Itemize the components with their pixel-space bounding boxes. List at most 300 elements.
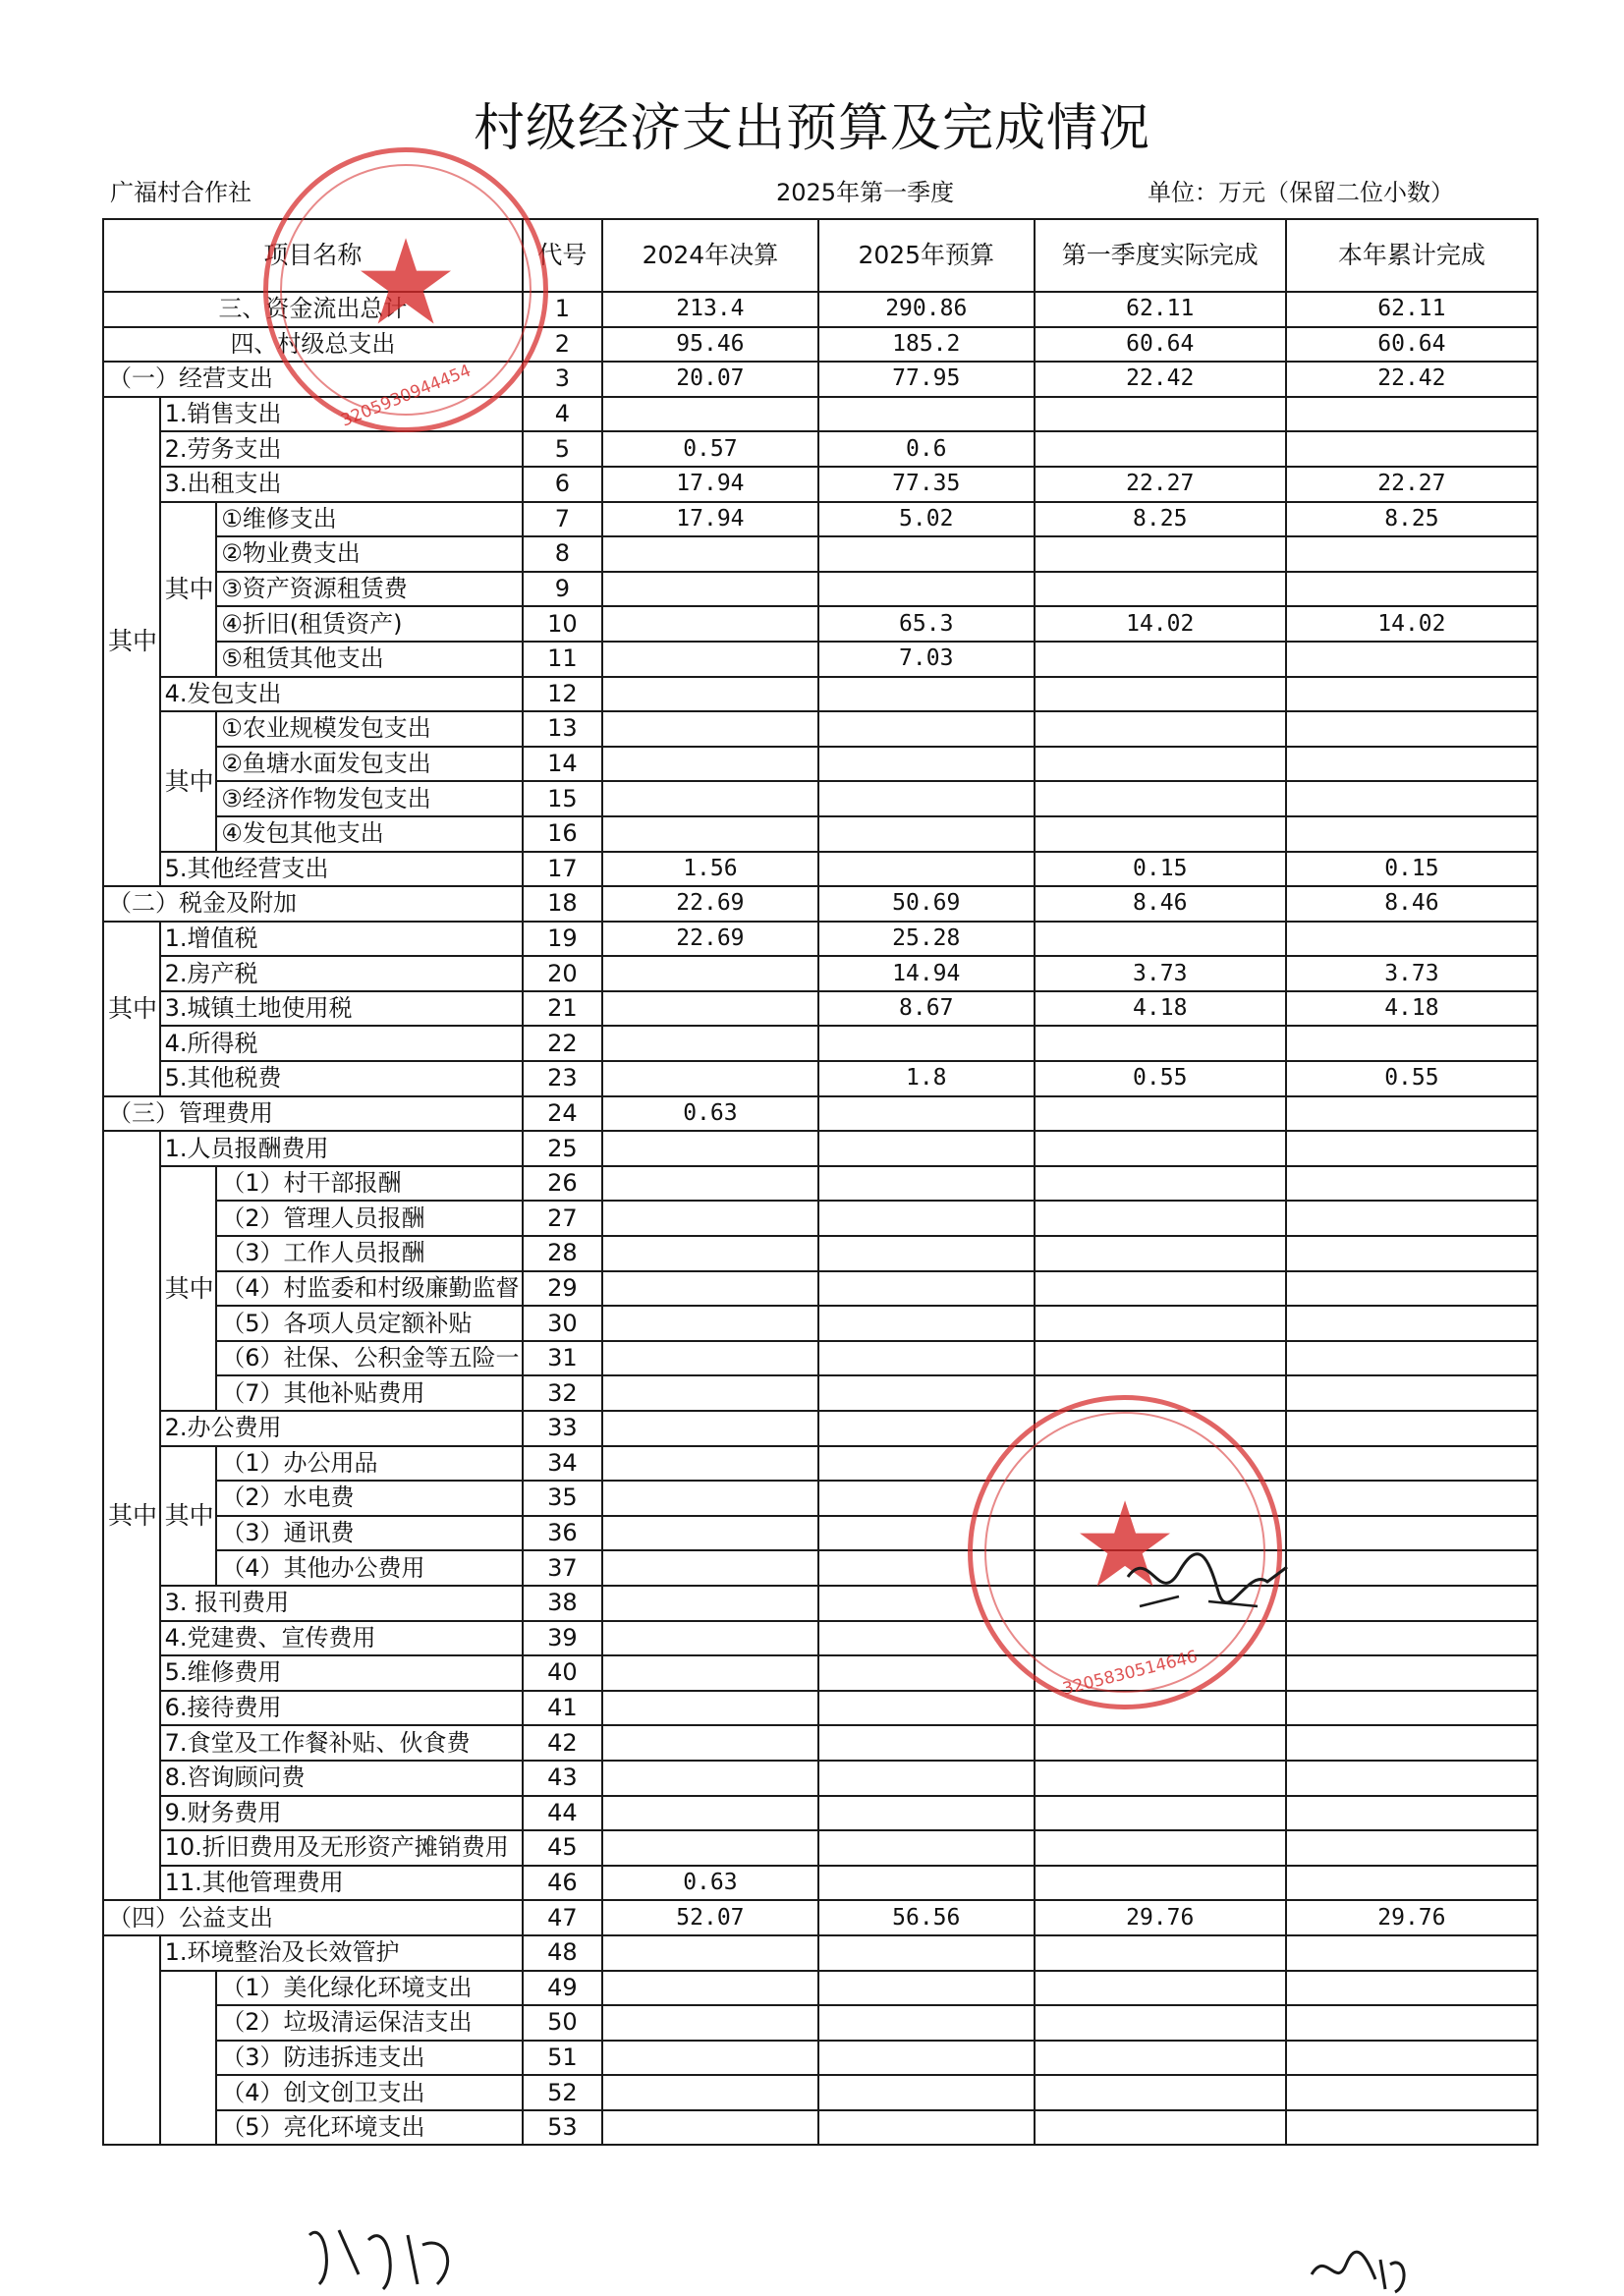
- row-label: ②鱼塘水面发包支出: [216, 747, 523, 782]
- value-ytd-actual: 22.42: [1286, 362, 1538, 397]
- value-2025-budget: [818, 1236, 1035, 1271]
- row-code: 43: [523, 1761, 602, 1796]
- value-q1-actual: [1035, 572, 1286, 607]
- value-2025-budget: [818, 677, 1035, 712]
- value-2025-budget: [818, 1271, 1035, 1307]
- value-2024-final: [602, 816, 818, 852]
- value-2025-budget: [818, 1761, 1035, 1796]
- row-code: 19: [523, 922, 602, 957]
- row-code: 24: [523, 1096, 602, 1132]
- value-ytd-actual: [1286, 1971, 1538, 2006]
- value-q1-actual: 14.02: [1035, 606, 1286, 642]
- value-ytd-actual: [1286, 1830, 1538, 1866]
- table-row: [103, 747, 1538, 782]
- value-2024-final: [602, 2041, 818, 2076]
- value-ytd-actual: [1286, 1166, 1538, 1202]
- value-q1-actual: [1035, 1026, 1286, 1061]
- row-code: 16: [523, 816, 602, 852]
- table-row: [103, 1866, 1538, 1901]
- row-code: 44: [523, 1796, 602, 1831]
- row-code: 27: [523, 1201, 602, 1236]
- value-2024-final: 17.94: [602, 467, 818, 502]
- value-ytd-actual: [1286, 2110, 1538, 2146]
- table-row: [103, 1655, 1538, 1691]
- row-label: （3）防违拆违支出: [216, 2041, 523, 2076]
- value-q1-actual: [1035, 1306, 1286, 1341]
- row-code: 11: [523, 642, 602, 677]
- value-2024-final: [602, 1201, 818, 1236]
- value-q1-actual: 60.64: [1035, 327, 1286, 363]
- value-2025-budget: 25.28: [818, 922, 1035, 957]
- table-row: [103, 816, 1538, 852]
- table-row: [103, 922, 1538, 957]
- value-ytd-actual: [1286, 1375, 1538, 1411]
- value-2024-final: [602, 1411, 818, 1446]
- value-q1-actual: [1035, 1166, 1286, 1202]
- value-2024-final: [602, 642, 818, 677]
- value-ytd-actual: 0.55: [1286, 1061, 1538, 1096]
- table-row: [103, 1691, 1538, 1726]
- table-row: [103, 431, 1538, 467]
- row-code: 22: [523, 1026, 602, 1061]
- value-ytd-actual: [1286, 397, 1538, 432]
- value-2025-budget: [818, 1796, 1035, 1831]
- row-label: 5.其他税费: [160, 1061, 523, 1096]
- row-code: 28: [523, 1236, 602, 1271]
- table-row: [103, 1166, 1538, 1202]
- row-label: 2.办公费用: [160, 1411, 523, 1446]
- value-2024-final: [602, 1971, 818, 2006]
- seal-code: 3205830514646: [1060, 1647, 1200, 1700]
- value-2025-budget: 7.03: [818, 642, 1035, 677]
- value-q1-actual: [1035, 1725, 1286, 1761]
- row-code: 39: [523, 1621, 602, 1656]
- row-code: 1: [523, 292, 602, 327]
- seal-stamp: [263, 147, 548, 432]
- row-label: 1.环境整治及长效管护: [160, 1935, 523, 1971]
- value-q1-actual: 3.73: [1035, 956, 1286, 991]
- row-label: （2）水电费: [216, 1481, 523, 1516]
- value-q1-actual: [1035, 1971, 1286, 2006]
- row-code: 47: [523, 1900, 602, 1935]
- value-2024-final: [602, 1481, 818, 1516]
- row-code: 29: [523, 1271, 602, 1307]
- table-row: [103, 1621, 1538, 1656]
- row-label: 1.销售支出: [160, 397, 523, 432]
- group-label-qizhong: 其中: [160, 711, 217, 851]
- value-ytd-actual: [1286, 1411, 1538, 1446]
- table-row: [103, 1341, 1538, 1376]
- value-2025-budget: [818, 1096, 1035, 1132]
- row-code: 32: [523, 1375, 602, 1411]
- value-2024-final: [602, 711, 818, 747]
- value-2024-final: [602, 677, 818, 712]
- value-q1-actual: [1035, 1761, 1286, 1796]
- value-q1-actual: 0.15: [1035, 852, 1286, 887]
- value-q1-actual: [1035, 1201, 1286, 1236]
- row-label: 1.增值税: [160, 922, 523, 957]
- star-icon: ★: [353, 215, 459, 352]
- value-ytd-actual: [1286, 1550, 1538, 1586]
- value-2024-final: [602, 1691, 818, 1726]
- table-row: [103, 642, 1538, 677]
- value-2025-budget: 290.86: [818, 292, 1035, 327]
- row-label: 8.咨询顾问费: [160, 1761, 523, 1796]
- table-row: [103, 1061, 1538, 1096]
- value-q1-actual: [1035, 1935, 1286, 1971]
- row-label: 2.房产税: [160, 956, 523, 991]
- value-2024-final: [602, 1621, 818, 1656]
- value-ytd-actual: [1286, 642, 1538, 677]
- row-label: 三、资金流出总计: [103, 292, 523, 327]
- value-q1-actual: [1035, 2110, 1286, 2146]
- table-row: [103, 572, 1538, 607]
- value-q1-actual: [1035, 1236, 1286, 1271]
- row-code: 34: [523, 1446, 602, 1482]
- row-label: 10.折旧费用及无形资产摊销费用: [160, 1830, 523, 1866]
- table-row: [103, 2041, 1538, 2076]
- value-ytd-actual: 3.73: [1286, 956, 1538, 991]
- table-row: [103, 1446, 1538, 1482]
- row-code: 2: [523, 327, 602, 363]
- value-2025-budget: [818, 711, 1035, 747]
- table-row: [103, 606, 1538, 642]
- page-title: 村级经济支出预算及完成情况: [473, 99, 1150, 158]
- value-2024-final: [602, 1516, 818, 1551]
- row-code: 6: [523, 467, 602, 502]
- value-q1-actual: [1035, 747, 1286, 782]
- value-q1-actual: 29.76: [1035, 1900, 1286, 1935]
- table-row: [103, 677, 1538, 712]
- table-row: [103, 852, 1538, 887]
- row-label: 3. 报刊费用: [160, 1586, 523, 1621]
- value-ytd-actual: [1286, 1761, 1538, 1796]
- row-code: 9: [523, 572, 602, 607]
- row-label: 7.食堂及工作餐补贴、伙食费: [160, 1725, 523, 1761]
- value-2024-final: [602, 1586, 818, 1621]
- value-q1-actual: [1035, 1796, 1286, 1831]
- table-row: [103, 1131, 1538, 1166]
- row-code: 5: [523, 431, 602, 467]
- value-2024-final: [602, 1830, 818, 1866]
- row-label: 9.财务费用: [160, 1796, 523, 1831]
- row-label: （5）各项人员定额补贴: [216, 1306, 523, 1341]
- value-q1-actual: [1035, 397, 1286, 432]
- group-label-qizhong: 其中: [103, 1131, 160, 1900]
- table-row: [103, 1411, 1538, 1446]
- value-ytd-actual: 8.46: [1286, 886, 1538, 922]
- value-2024-final: 95.46: [602, 327, 818, 363]
- value-2025-budget: 77.95: [818, 362, 1035, 397]
- row-code: 49: [523, 1971, 602, 2006]
- value-2025-budget: 8.67: [818, 991, 1035, 1027]
- table-row: [103, 1481, 1538, 1516]
- value-ytd-actual: [1286, 1481, 1538, 1516]
- value-q1-actual: 22.27: [1035, 467, 1286, 502]
- table-row: [103, 956, 1538, 991]
- row-label: （1）村干部报酬: [216, 1166, 523, 1202]
- table-row: [103, 1971, 1538, 2006]
- row-label: （7）其他补贴费用: [216, 1375, 523, 1411]
- value-ytd-actual: [1286, 1306, 1538, 1341]
- row-label: ③资产资源租赁费: [216, 572, 523, 607]
- value-2025-budget: [818, 1971, 1035, 2006]
- value-2024-final: [602, 606, 818, 642]
- value-2024-final: [602, 536, 818, 572]
- table-row: [103, 1516, 1538, 1551]
- row-code: 25: [523, 1131, 602, 1166]
- value-2025-budget: [818, 1306, 1035, 1341]
- row-code: 13: [523, 711, 602, 747]
- row-code: 12: [523, 677, 602, 712]
- table-row: [103, 1375, 1538, 1411]
- value-2024-final: [602, 1341, 818, 1376]
- value-ytd-actual: [1286, 1691, 1538, 1726]
- value-2025-budget: 50.69: [818, 886, 1035, 922]
- value-2025-budget: 65.3: [818, 606, 1035, 642]
- value-2025-budget: [818, 816, 1035, 852]
- value-q1-actual: [1035, 711, 1286, 747]
- table-row: [103, 1096, 1538, 1132]
- value-2024-final: 0.63: [602, 1096, 818, 1132]
- value-2025-budget: [818, 852, 1035, 887]
- value-2024-final: [602, 1725, 818, 1761]
- value-ytd-actual: [1286, 1586, 1538, 1621]
- value-2024-final: [602, 397, 818, 432]
- value-ytd-actual: [1286, 1516, 1538, 1551]
- row-label: ④折旧(租赁资产): [216, 606, 523, 642]
- value-q1-actual: [1035, 1271, 1286, 1307]
- value-ytd-actual: [1286, 2005, 1538, 2041]
- value-ytd-actual: [1286, 1621, 1538, 1656]
- value-ytd-actual: [1286, 1341, 1538, 1376]
- row-label: ③经济作物发包支出: [216, 781, 523, 816]
- value-ytd-actual: 22.27: [1286, 467, 1538, 502]
- row-label: 3.城镇土地使用税: [160, 991, 523, 1027]
- row-label: （3）通讯费: [216, 1516, 523, 1551]
- value-q1-actual: 22.42: [1035, 362, 1286, 397]
- row-label: 4.所得税: [160, 1026, 523, 1061]
- value-2025-budget: [818, 536, 1035, 572]
- value-2025-budget: [818, 1655, 1035, 1691]
- row-label: 四、村级总支出: [103, 327, 523, 363]
- value-q1-actual: [1035, 816, 1286, 852]
- row-code: 20: [523, 956, 602, 991]
- row-code: 36: [523, 1516, 602, 1551]
- value-q1-actual: [1035, 1341, 1286, 1376]
- value-2024-final: [602, 1166, 818, 1202]
- value-ytd-actual: [1286, 536, 1538, 572]
- row-label: （6）社保、公积金等五险一: [216, 1341, 523, 1376]
- header-ytd-actual: 本年累计完成: [1286, 219, 1538, 292]
- row-code: 7: [523, 502, 602, 537]
- value-ytd-actual: [1286, 1131, 1538, 1166]
- row-label: （一）经营支出: [103, 362, 523, 397]
- table-row: [103, 2005, 1538, 2041]
- value-2025-budget: [818, 1375, 1035, 1411]
- value-2024-final: 22.69: [602, 886, 818, 922]
- row-label: 5.维修费用: [160, 1655, 523, 1691]
- table-row: [103, 2110, 1538, 2146]
- row-label: ①农业规模发包支出: [216, 711, 523, 747]
- value-2025-budget: [818, 1411, 1035, 1446]
- table-row: [103, 886, 1538, 922]
- budget-table: [102, 215, 1539, 2146]
- table-row: [103, 991, 1538, 1027]
- value-2024-final: [602, 572, 818, 607]
- value-q1-actual: [1035, 781, 1286, 816]
- value-ytd-actual: [1286, 1446, 1538, 1482]
- table-row: [103, 1306, 1538, 1341]
- row-code: 21: [523, 991, 602, 1027]
- table-row: [103, 502, 1538, 537]
- value-2024-final: [602, 1061, 818, 1096]
- header-2025-budget: 2025年预算: [818, 219, 1035, 292]
- row-label: ②物业费支出: [216, 536, 523, 572]
- value-q1-actual: 62.11: [1035, 292, 1286, 327]
- row-code: 45: [523, 1830, 602, 1866]
- table-row: [103, 467, 1538, 502]
- row-label: （2）垃圾清运保洁支出: [216, 2005, 523, 2041]
- row-code: 23: [523, 1061, 602, 1096]
- value-ytd-actual: 62.11: [1286, 292, 1538, 327]
- row-code: 33: [523, 1411, 602, 1446]
- value-2024-final: 22.69: [602, 922, 818, 957]
- row-code: 48: [523, 1935, 602, 1971]
- value-2024-final: 52.07: [602, 1900, 818, 1935]
- row-label: 11.其他管理费用: [160, 1866, 523, 1901]
- value-ytd-actual: [1286, 747, 1538, 782]
- value-q1-actual: [1035, 1830, 1286, 1866]
- value-q1-actual: [1035, 2041, 1286, 2076]
- row-code: 18: [523, 886, 602, 922]
- row-label: （5）亮化环境支出: [216, 2110, 523, 2146]
- header-2024-final: 2024年决算: [602, 219, 818, 292]
- table-row: [103, 711, 1538, 747]
- value-ytd-actual: [1286, 1271, 1538, 1307]
- value-2024-final: 0.57: [602, 431, 818, 467]
- star-icon: ★: [1072, 1478, 1178, 1614]
- value-2025-budget: [818, 781, 1035, 816]
- row-label: （2）管理人员报酬: [216, 1201, 523, 1236]
- value-q1-actual: [1035, 922, 1286, 957]
- value-q1-actual: [1035, 2005, 1286, 2041]
- row-code: 41: [523, 1691, 602, 1726]
- row-label: （4）村监委和村级廉勤监督: [216, 1271, 523, 1307]
- value-q1-actual: [1035, 1096, 1286, 1132]
- value-ytd-actual: [1286, 2041, 1538, 2076]
- value-2025-budget: [818, 397, 1035, 432]
- row-code: 40: [523, 1655, 602, 1691]
- row-code: 17: [523, 852, 602, 887]
- value-ytd-actual: [1286, 1796, 1538, 1831]
- value-2025-budget: [818, 1341, 1035, 1376]
- table-row: [103, 1550, 1538, 1586]
- row-code: 8: [523, 536, 602, 572]
- row-label: ①维修支出: [216, 502, 523, 537]
- value-2025-budget: [818, 1201, 1035, 1236]
- value-ytd-actual: [1286, 572, 1538, 607]
- value-2024-final: 1.56: [602, 852, 818, 887]
- row-code: 46: [523, 1866, 602, 1901]
- value-2024-final: [602, 1655, 818, 1691]
- row-code: 15: [523, 781, 602, 816]
- value-ytd-actual: [1286, 1236, 1538, 1271]
- value-2024-final: 0.63: [602, 1866, 818, 1901]
- row-label: （3）工作人员报酬: [216, 1236, 523, 1271]
- value-2024-final: [602, 956, 818, 991]
- value-2024-final: [602, 2005, 818, 2041]
- value-q1-actual: 4.18: [1035, 991, 1286, 1027]
- row-label: 6.接待费用: [160, 1691, 523, 1726]
- row-label: （1）美化绿化环境支出: [216, 1971, 523, 2006]
- value-2025-budget: 5.02: [818, 502, 1035, 537]
- value-2024-final: [602, 1026, 818, 1061]
- value-q1-actual: 0.55: [1035, 1061, 1286, 1096]
- value-ytd-actual: [1286, 2075, 1538, 2110]
- value-2024-final: [602, 1306, 818, 1341]
- row-label: ⑤租赁其他支出: [216, 642, 523, 677]
- row-code: 14: [523, 747, 602, 782]
- group-label-qizhong: 其中: [160, 502, 217, 677]
- value-2025-budget: 1.8: [818, 1061, 1035, 1096]
- value-q1-actual: [1035, 1131, 1286, 1166]
- value-ytd-actual: 60.64: [1286, 327, 1538, 363]
- value-ytd-actual: 14.02: [1286, 606, 1538, 642]
- row-code: 38: [523, 1586, 602, 1621]
- value-2024-final: [602, 1796, 818, 1831]
- row-label: 4.党建费、宣传费用: [160, 1621, 523, 1656]
- row-code: 52: [523, 2075, 602, 2110]
- table-row: [103, 1830, 1538, 1866]
- value-ytd-actual: [1286, 1866, 1538, 1901]
- table-row: [103, 781, 1538, 816]
- group-label-qizhong: 其中: [160, 1446, 217, 1586]
- value-2024-final: 20.07: [602, 362, 818, 397]
- period-label: 2025年第一季度: [776, 179, 955, 206]
- value-q1-actual: 8.46: [1035, 886, 1286, 922]
- value-ytd-actual: [1286, 816, 1538, 852]
- value-2024-final: [602, 1446, 818, 1482]
- row-label: ④发包其他支出: [216, 816, 523, 852]
- value-2025-budget: [818, 1725, 1035, 1761]
- group-cell: [103, 1935, 160, 2146]
- value-2025-budget: 56.56: [818, 1900, 1035, 1935]
- value-ytd-actual: [1286, 922, 1538, 957]
- table-row: [103, 1201, 1538, 1236]
- row-code: 42: [523, 1725, 602, 1761]
- value-q1-actual: [1035, 677, 1286, 712]
- value-2025-budget: [818, 1935, 1035, 1971]
- row-code: 51: [523, 2041, 602, 2076]
- group-cell: [160, 1971, 217, 2146]
- value-q1-actual: [1035, 431, 1286, 467]
- value-2024-final: [602, 991, 818, 1027]
- table-row: [103, 1900, 1538, 1935]
- row-label: （三）管理费用: [103, 1096, 523, 1132]
- value-2025-budget: [818, 2075, 1035, 2110]
- value-ytd-actual: [1286, 711, 1538, 747]
- value-2025-budget: [818, 1026, 1035, 1061]
- value-2025-budget: 0.6: [818, 431, 1035, 467]
- value-ytd-actual: [1286, 1026, 1538, 1061]
- row-code: 4: [523, 397, 602, 432]
- value-2025-budget: [818, 2041, 1035, 2076]
- unit-label: 单位：万元（保留二位小数）: [1148, 179, 1454, 206]
- seal-code: 3205930944454: [338, 361, 475, 431]
- value-q1-actual: 8.25: [1035, 502, 1286, 537]
- value-2024-final: [602, 1131, 818, 1166]
